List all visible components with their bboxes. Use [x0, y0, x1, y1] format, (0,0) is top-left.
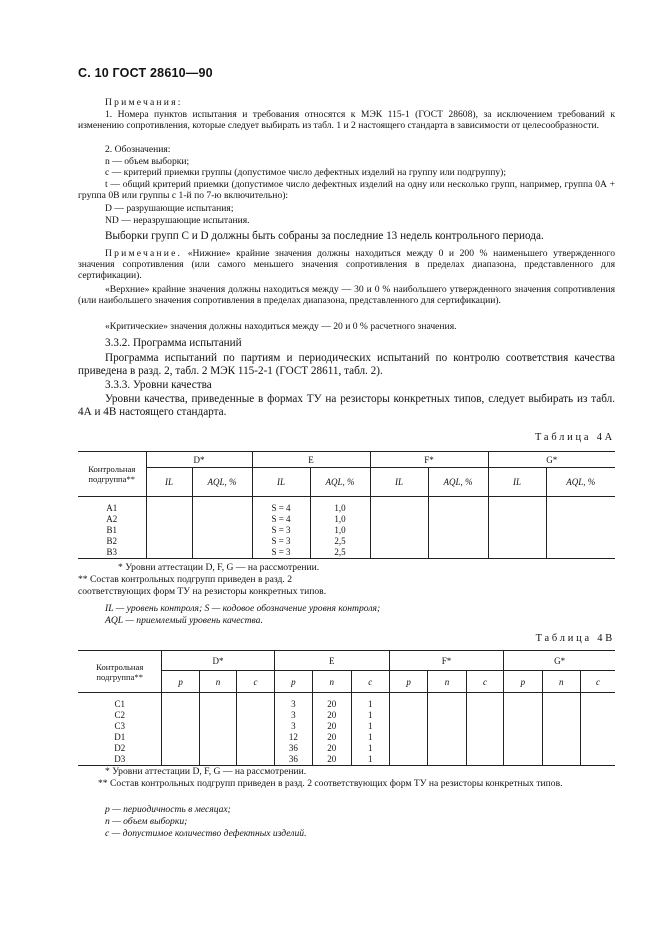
- table-4a-level-e: E: [252, 452, 370, 468]
- table-4a-footnote-2: [78, 574, 615, 585]
- table-4a-caption: Таблица 4А: [535, 432, 615, 443]
- table-4a-col-aql: AQL, %: [310, 468, 370, 497]
- table-cell-c: 1: [351, 732, 389, 743]
- table-4b-footnote-1: * Уровни аттестации D, F, G — на рассмотрении.: [105, 766, 307, 777]
- table-4a-level-d: D*: [146, 452, 252, 468]
- table-row: [78, 721, 615, 732]
- table-4b-caption: Таблица 4В: [535, 633, 615, 644]
- table-4b-footnote-2: ** Состав контрольных подгрупп приведен в разд. 2 соответствующих форм ТУ на резисторы конкретных типов.: [98, 778, 563, 789]
- table-4b-col-c: c: [351, 671, 389, 693]
- note2-p3: «Критические» значения должны находиться между — 20 и 0 % расчетного значения.: [105, 321, 457, 332]
- table-cell-p: 3: [274, 721, 312, 732]
- table-cell-group: B2: [106, 536, 117, 546]
- table-4b-col-c: c: [237, 671, 274, 693]
- table-4b-col-n: n: [313, 671, 351, 693]
- section-332-title: 3.3.2. Программа испытаний: [105, 337, 242, 349]
- table-cell-aql: 2,5: [310, 547, 370, 559]
- table-4b-subgroup-header: Контрольная подгруппа**: [78, 651, 162, 693]
- table-4a-col-aql: AQL, %: [428, 468, 488, 497]
- table-cell-n: 20: [313, 754, 351, 766]
- table-cell-p: 36: [274, 743, 312, 754]
- table-row: [78, 525, 615, 536]
- table-4b-level-d: D*: [162, 651, 274, 671]
- table-cell-n: 20: [313, 743, 351, 754]
- table-4b-col-p: p: [389, 671, 427, 693]
- table-row: [78, 710, 615, 721]
- d-definition: D — разрушающие испытания;: [105, 203, 234, 214]
- table-4b-n-definition: n — объем выборки;: [105, 816, 188, 827]
- table-row: [78, 743, 615, 754]
- table-4a: [78, 451, 615, 559]
- table-4a-aql-definition: AQL — приемлемый уровень качества.: [105, 615, 263, 626]
- table-4a-level-g: G*: [488, 452, 615, 468]
- note2-p2: «Верхние» крайние значения должны находиться между — 30 и 0 % наибольшего утвержденного значения сопротивления (или наибольшего значения сопротивления в пределах диапазона, представленного для сертификации).: [78, 284, 615, 307]
- table-cell-group: C3: [114, 721, 125, 731]
- c-definition: c — критерий приемки группы (допустимое число дефектных изделий на группу или подгруппу);: [105, 167, 507, 178]
- table-4b-col-n: n: [542, 671, 580, 693]
- table-cell-aql: 1,0: [310, 525, 370, 536]
- table-cell-p: 36: [274, 754, 312, 766]
- table-cell-n: 20: [313, 710, 351, 721]
- note2-label: Примечание.: [105, 248, 183, 259]
- table-4a-footnote-1: * Уровни аттестации D, F, G — на рассмотрении.: [118, 562, 320, 573]
- table-row: [78, 536, 615, 547]
- note2-p1-text: «Нижние» крайние значения должны находиться между 0 и 200 % наименьшего утвержденного значения сопротивления (или самого меньшего значения сопротивления в пределах диапазона, представленного для сертификации).: [78, 248, 615, 282]
- table-cell-c: 1: [351, 721, 389, 732]
- section-333-text: Уровни качества, приведенные в формах ТУ на резисторы конкретных типов, следует выбирать из табл. 4А и 4В настоящего стандарта.: [78, 393, 615, 419]
- table-4b-level-g: G*: [504, 651, 615, 671]
- table-4b: [78, 650, 615, 766]
- table-cell-group: C1: [114, 699, 125, 709]
- table-row: [78, 503, 615, 514]
- table-4b-col-c: c: [466, 671, 503, 693]
- table-cell-il: S = 4: [252, 514, 310, 525]
- n-definition: n — объем выборки;: [105, 156, 190, 167]
- table-4b-col-p: p: [162, 671, 199, 693]
- note2-p1: [78, 248, 615, 282]
- table-cell-il: S = 3: [252, 536, 310, 547]
- table-4a-footnote-2a: ** Состав контрольных подгрупп приведен в разд. 2: [78, 574, 293, 585]
- table-4a-col-aql: AQL, %: [192, 468, 252, 497]
- table-4a-level-f: F*: [370, 452, 488, 468]
- table-cell-il: S = 3: [252, 525, 310, 536]
- table-cell-p: 12: [274, 732, 312, 743]
- table-cell-group: B3: [78, 547, 146, 559]
- section-333-title: 3.3.3. Уровни качества: [105, 379, 212, 391]
- table-4a-col-il: IL: [370, 468, 428, 497]
- table-4a-il-definition: IL — уровень контроля; S — кодовое обозначение уровня контроля;: [105, 603, 381, 614]
- table-cell-group: C2: [114, 710, 125, 720]
- table-4b-col-c: c: [581, 671, 615, 693]
- table-4a-footnote-2b: соответствующих форм ТУ на резисторы конкретных типов.: [78, 586, 327, 597]
- t-definition: t — общий критерий приемки (допустимое число дефектных изделий на одну или несколько групп, например, группа 0А + группа 0В или группы с 1-й по 7-ю включительно):: [78, 179, 615, 202]
- nd-definition: ND — неразрушающие испытания.: [105, 215, 250, 226]
- note-2: 2. Обозначения:: [105, 144, 171, 155]
- table-cell-group: D2: [114, 743, 126, 753]
- table-cell-c: 1: [351, 710, 389, 721]
- table-cell-n: 20: [313, 732, 351, 743]
- table-cell-il: S = 3: [252, 547, 310, 559]
- table-4a-col-aql: AQL, %: [546, 468, 615, 497]
- table-4a-col-il: IL: [488, 468, 546, 497]
- table-cell-n: 20: [313, 721, 351, 732]
- page-header: С. 10 ГОСТ 28610—90: [78, 66, 213, 80]
- table-4b-col-n: n: [199, 671, 236, 693]
- table-4a-col-il: IL: [252, 468, 310, 497]
- table-4b-level-e: E: [274, 651, 389, 671]
- table-cell-p: 3: [274, 699, 312, 710]
- table-cell-n: 20: [313, 699, 351, 710]
- table-cell-aql: 1,0: [310, 514, 370, 525]
- notes-title: Примечания:: [105, 97, 183, 108]
- table-4a-col-il: IL: [146, 468, 192, 497]
- table-4b-level-f: F*: [389, 651, 503, 671]
- table-4b-col-n: n: [428, 671, 466, 693]
- table-cell-c: 1: [351, 754, 389, 766]
- table-cell-c: 1: [351, 699, 389, 710]
- groups-text: Выборки групп С и D должны быть собраны за последние 13 недель контрольного периода.: [105, 230, 544, 242]
- table-cell-aql: 1,0: [310, 503, 370, 514]
- table-4b-col-p: p: [504, 671, 542, 693]
- table-row: [78, 699, 615, 710]
- table-cell-c: 1: [351, 743, 389, 754]
- table-4b-col-p: p: [274, 671, 312, 693]
- table-4b-c-definition: c — допустимое количество дефектных изделий.: [105, 828, 307, 839]
- table-cell-il: S = 4: [252, 503, 310, 514]
- table-cell-group: A1: [106, 503, 118, 513]
- table-cell-group: A2: [106, 514, 118, 524]
- table-cell-group: D1: [114, 732, 126, 742]
- table-cell-aql: 2,5: [310, 536, 370, 547]
- table-row: [78, 754, 615, 766]
- note-1: 1. Номера пунктов испытания и требования относятся к МЭК 115-1 (ГОСТ 28608), за исключением требований к изменению сопротивления, которые следует выбирать из табл. 1 и 2 настоящего стандарта в зависимости от целесообразности.: [78, 109, 615, 132]
- table-row: [78, 732, 615, 743]
- table-4b-p-definition: p — периодичность в месяцах;: [105, 804, 231, 815]
- table-4a-subgroup-header: Контрольная подгруппа**: [78, 452, 146, 497]
- table-row: [78, 547, 615, 559]
- table-cell-p: 3: [274, 710, 312, 721]
- table-cell-group: B1: [106, 525, 117, 535]
- table-row: [78, 514, 615, 525]
- section-332-text: Программа испытаний по партиям и периодических испытаний по контролю соответствия качества приведена в разд. 2, табл. 2 МЭК 115-2-1 (ГОСТ 28611, табл. 2).: [78, 352, 615, 378]
- table-cell-group: D3: [78, 754, 162, 766]
